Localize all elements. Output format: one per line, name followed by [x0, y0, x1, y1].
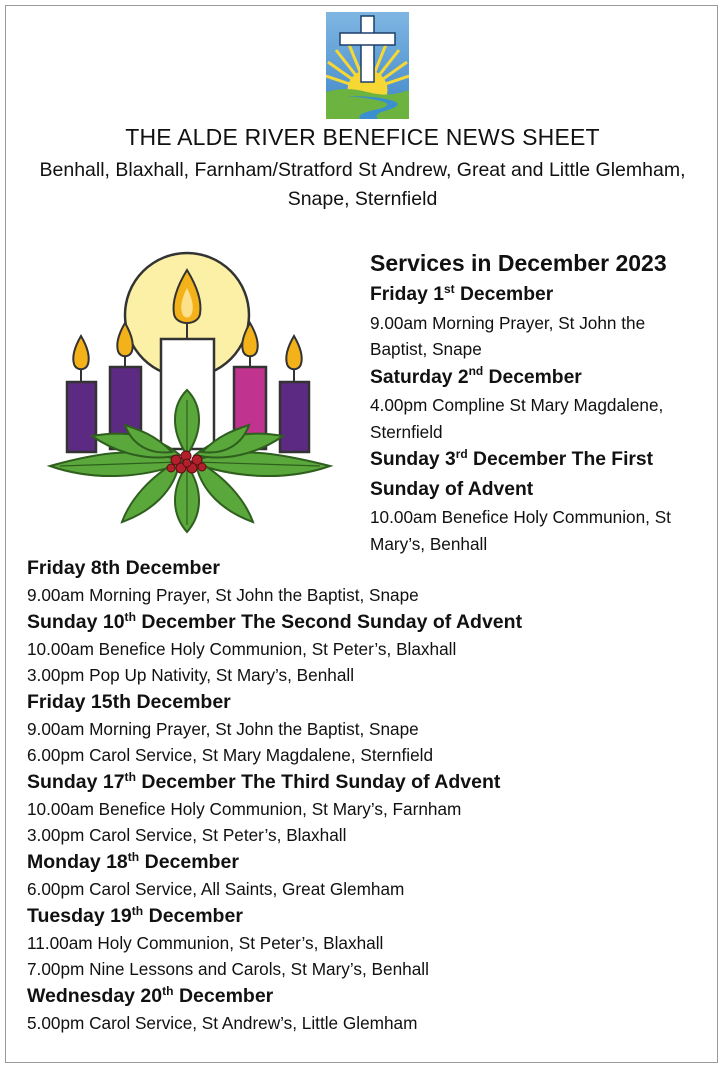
- advent-wreath-candles: [30, 240, 355, 535]
- date-ordinal-suffix: th: [131, 903, 144, 918]
- service-day-block: [27, 902, 717, 982]
- service-day-heading: [27, 688, 717, 716]
- day-date: Saturday 2: [370, 366, 469, 388]
- day-date: Wednesday 20: [27, 985, 163, 1007]
- day-title-rest: December: [173, 985, 274, 1007]
- service-entry: 3.00pm Carol Service, St Peter’s, Blaxhall: [27, 825, 347, 845]
- day-date: Friday 15th December: [27, 691, 231, 713]
- service-entry: 6.00pm Carol Service, St Mary Magdalene, Sternfield: [27, 745, 434, 765]
- service-day-block: [27, 554, 717, 608]
- service-day-heading: [27, 768, 717, 796]
- day-date: Sunday 10: [27, 611, 125, 633]
- service-day-heading-cont: Sunday of Advent: [370, 478, 534, 500]
- service-entry: Sternfield: [370, 421, 443, 442]
- day-date: Sunday 17: [27, 771, 125, 793]
- service-entry: 6.00pm Carol Service, All Saints, Great Glemham: [27, 879, 405, 899]
- services-heading: Services in December 2023: [370, 250, 667, 276]
- service-day-block: [27, 982, 717, 1036]
- date-ordinal-suffix: th: [124, 609, 136, 624]
- service-day-block: [370, 445, 720, 557]
- service-entry: 9.00am Morning Prayer, St John the Baptist, Snape: [27, 585, 419, 605]
- day-title-rest: December The Second Sunday of Advent: [135, 611, 523, 633]
- day-date: Tuesday 19: [27, 905, 132, 927]
- service-day-heading: [27, 848, 717, 876]
- service-day-heading: [27, 608, 717, 636]
- date-ordinal-suffix: st: [443, 281, 455, 296]
- day-title-rest: December: [139, 851, 239, 873]
- date-ordinal-suffix: th: [127, 849, 140, 864]
- day-title-rest: December The Third Sunday of Advent: [135, 771, 501, 793]
- service-day-block: [27, 768, 717, 848]
- service-entry: 10.00am Benefice Holy Communion, St Mary’s, Farnham: [27, 799, 462, 819]
- service-day-heading: [370, 363, 720, 393]
- day-title-rest: December: [483, 366, 582, 388]
- service-day-block: [370, 280, 720, 363]
- service-day-block: [370, 363, 720, 446]
- service-day-heading: [370, 280, 720, 310]
- service-entry: 9.00am Morning Prayer, St John the: [370, 312, 646, 333]
- services-full-column: [27, 554, 717, 1036]
- cross-sunrise-river-logo: [326, 12, 409, 119]
- date-ordinal-suffix: rd: [455, 446, 468, 461]
- service-entry: 11.00am Holy Communion, St Peter’s, Blaxhall: [27, 933, 384, 953]
- service-entry: Mary’s, Benhall: [370, 533, 488, 554]
- day-date: Monday 18: [27, 851, 128, 873]
- day-title-rest: December: [454, 284, 554, 305]
- service-day-heading: [27, 902, 717, 930]
- service-entry: 4.00pm Compline St Mary Magdalene,: [370, 395, 664, 415]
- day-date: Sunday 3: [370, 449, 456, 470]
- parish-list: Benhall, Blaxhall, Farnham/Stratford St Andrew, Great and Little Glemham, Snape, Sternfield: [39, 159, 686, 210]
- service-day-heading: [27, 982, 717, 1010]
- day-date: Friday 1: [370, 284, 444, 305]
- date-ordinal-suffix: th: [162, 983, 174, 998]
- day-date: Friday 8th December: [27, 557, 220, 579]
- service-entry: 9.00am Morning Prayer, St John the Baptist, Snape: [27, 719, 419, 739]
- day-title-rest: December: [143, 905, 243, 927]
- service-entry: 10.00am Benefice Holy Communion, St Peter’s, Blaxhall: [27, 639, 457, 659]
- service-entry: 10.00am Benefice Holy Communion, St: [370, 507, 671, 527]
- date-ordinal-suffix: th: [124, 769, 136, 784]
- service-entry: 7.00pm Nine Lessons and Carols, St Mary’s, Benhall: [27, 959, 429, 979]
- service-entry: Baptist, Snape: [370, 339, 482, 359]
- service-entry: 3.00pm Pop Up Nativity, St Mary’s, Benhall: [27, 665, 355, 685]
- date-ordinal-suffix: nd: [468, 364, 484, 379]
- day-title-rest: December The First: [467, 449, 654, 470]
- service-day-block: [27, 688, 717, 768]
- service-entry: 5.00pm Carol Service, St Andrew’s, Little Glemham: [27, 1013, 418, 1033]
- services-right-column: [370, 280, 720, 557]
- service-day-block: [27, 608, 717, 688]
- service-day-block: [27, 848, 717, 902]
- service-day-heading: [27, 554, 717, 582]
- service-day-heading: [370, 445, 720, 475]
- news-sheet-title: THE ALDE RIVER BENEFICE NEWS SHEET: [125, 124, 600, 150]
